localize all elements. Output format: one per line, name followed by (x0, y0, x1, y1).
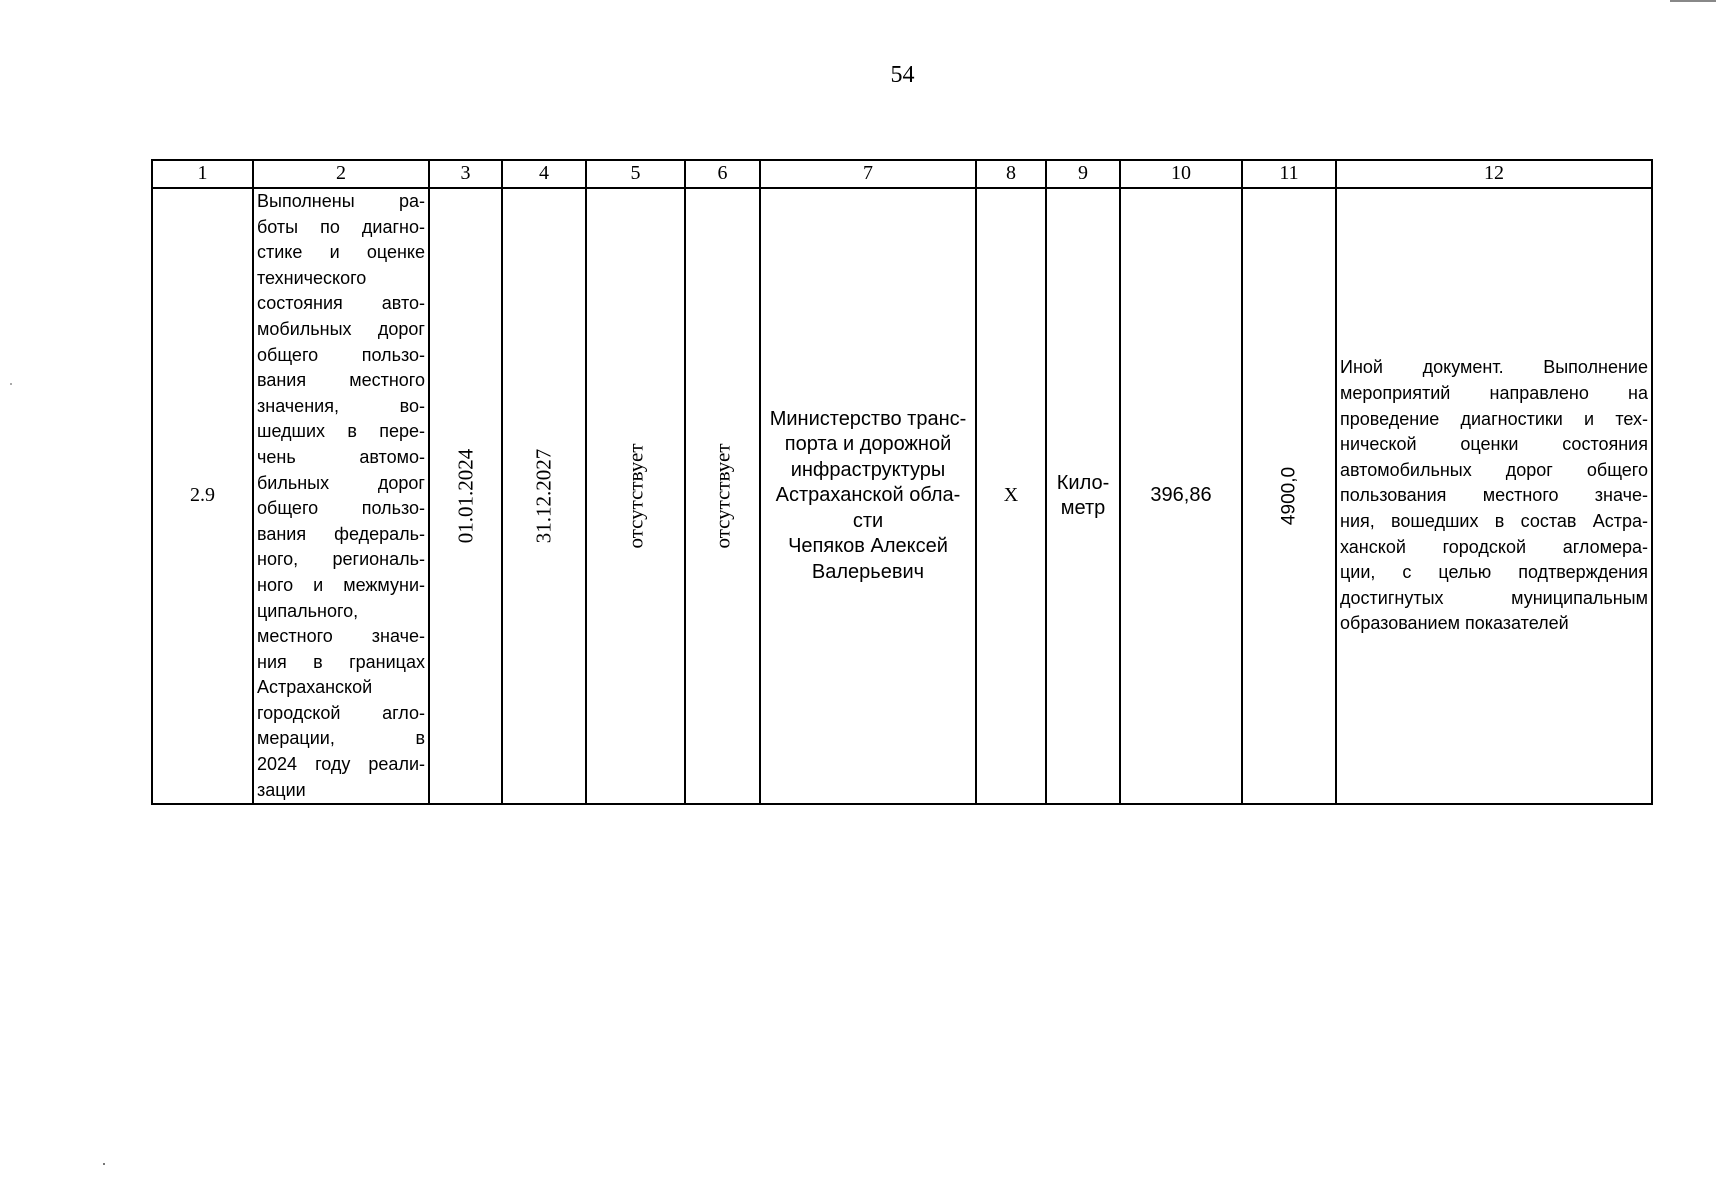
header-cell: 5 (586, 160, 685, 188)
description-cell (253, 188, 429, 804)
description-line: значения, во- (257, 395, 425, 416)
responsible-line: сти (852, 509, 884, 532)
description-line: мерации, в (257, 728, 425, 749)
header-cell: 8 (976, 160, 1046, 188)
header-cell: 2 (253, 160, 429, 188)
note-line: ния, вошедших в состав Астра- (1340, 510, 1648, 531)
amount-value: 4900,0 (1278, 467, 1300, 526)
description-line: местного значе- (257, 626, 425, 647)
header-cell: 12 (1336, 160, 1652, 188)
header-row (152, 160, 1652, 188)
note-line: образованием показателей (1340, 613, 1569, 634)
note-line: ции, с целью подтверждения (1340, 562, 1648, 583)
end-date: 31.12.2027 (531, 448, 556, 544)
scan-edge-mark (1670, 0, 1716, 2)
table-row (152, 188, 1652, 804)
description-line: стике и оценке (257, 242, 425, 263)
unit-line: Кило- (1056, 471, 1110, 494)
description-line: ного и межмуни- (257, 574, 425, 595)
note-line: Иной документ. Выполнение (1340, 357, 1648, 378)
header-cell: 3 (429, 160, 502, 188)
description-line: 2024 году реали- (257, 754, 425, 775)
data-table (151, 159, 1653, 805)
end-date-cell (502, 188, 586, 804)
description-line: вания местного (257, 370, 425, 391)
start-date: 01.01.2024 (452, 448, 477, 544)
scan-speck (103, 1163, 105, 1165)
header-cell: 11 (1242, 160, 1336, 188)
value-cell (1120, 188, 1242, 804)
col5-cell (586, 188, 685, 804)
header-cell: 7 (760, 160, 976, 188)
row-number-cell (152, 188, 253, 804)
description-line: ципального, (257, 600, 359, 621)
description-line: вания федераль- (257, 523, 425, 544)
responsible-line: Валерьевич (811, 560, 925, 583)
description-line: технического (257, 267, 367, 288)
note-line: автомобильных дорог общего (1340, 459, 1648, 480)
unit-cell (1046, 188, 1120, 804)
description-line: чень автомо- (257, 446, 425, 467)
description-line: общего пользо- (257, 498, 425, 519)
header-cell: 6 (685, 160, 760, 188)
description-line: городской агло- (257, 702, 425, 723)
amount-cell (1242, 188, 1336, 804)
start-date-cell (429, 188, 502, 804)
responsible-line: Астраханской обла- (775, 484, 961, 507)
description-line: зации (257, 779, 306, 800)
description-line: состояния авто- (257, 293, 425, 314)
header-cell: 4 (502, 160, 586, 188)
scan-speck (10, 383, 12, 385)
description-line: Выполнены ра- (257, 191, 425, 211)
header-cell: 10 (1120, 160, 1242, 188)
note-line: ханской городской агломера- (1340, 536, 1648, 557)
col8-value: X (1003, 484, 1019, 507)
col5-value: отсутствует (622, 443, 647, 549)
row-number: 2.9 (190, 484, 215, 507)
note-line: нической оценки состояния (1340, 434, 1648, 455)
header-cell: 1 (152, 160, 253, 188)
description-line: ния в границах (257, 651, 425, 672)
note-cell (1336, 188, 1652, 804)
note-line: мероприятий направлено на (1340, 382, 1648, 403)
col6-cell (685, 188, 760, 804)
value: 396,86 (1150, 484, 1212, 507)
description-line: общего пользо- (257, 344, 425, 365)
col8-cell (976, 188, 1046, 804)
unit-line: метр (1060, 497, 1106, 520)
description-line: Астраханской (257, 677, 373, 698)
page-number: 54 (890, 62, 915, 88)
responsible-line: Министерство транс- (769, 407, 967, 430)
description-line: шедших в пере- (257, 421, 425, 442)
description-line: бильных дорог (257, 472, 425, 493)
description-line: мобильных дорог (257, 318, 425, 339)
responsible-cell (760, 188, 976, 804)
note-line: достигнутых муниципальным (1340, 587, 1648, 608)
page-number-container (0, 62, 1716, 89)
description-line: боты по диагно- (257, 216, 425, 237)
description-line: ного, региональ- (257, 549, 425, 570)
responsible-line: инфраструктуры (790, 458, 946, 481)
col6-value: отсутствует (709, 443, 734, 549)
header-cell: 9 (1046, 160, 1120, 188)
note-line: пользования местного значе- (1340, 485, 1648, 506)
note-line: проведение диагностики и тех- (1340, 408, 1648, 429)
responsible-line: Чепяков Алексей (788, 535, 948, 558)
responsible-line: порта и дорожной (784, 433, 952, 456)
